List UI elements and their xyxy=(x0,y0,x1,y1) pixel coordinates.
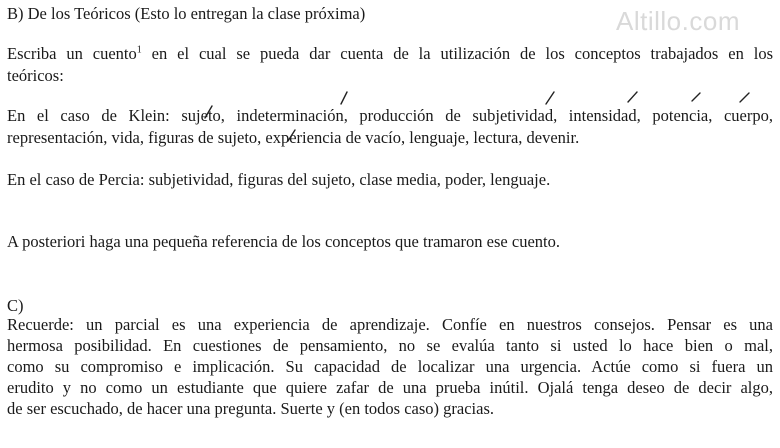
percia-concepts: En el caso de Percia: subjetividad, figuras del sujeto, clase media, poder, lenguaje. xyxy=(7,170,551,189)
footnote-marker: 1 xyxy=(136,44,142,56)
tick-mark xyxy=(692,93,700,101)
section-c-heading: C) xyxy=(7,296,24,315)
section-c-line-2: hermosa posibilidad. En cuestiones de pensamiento, no se evalúa tanto si usted lo hace bien o mal, xyxy=(7,336,773,355)
instruction-text-start: Escriba un cuento xyxy=(7,44,137,63)
klein-concepts-line-2: representación, vida, figuras de sujeto, experiencia de vacío, lenguaje, lectura, devenir. xyxy=(7,128,580,147)
instruction-text-end: en el cual se pueda dar cuenta de la utilización de los conceptos trabajados en los xyxy=(141,44,773,63)
section-c-line-1: Recuerde: un parcial es una experiencia de aprendizaje. Confíe en nuestros consejos. Pensar es una xyxy=(7,315,773,334)
tick-mark xyxy=(341,92,347,104)
tick-mark xyxy=(546,92,554,104)
section-c-line-5: de ser escuchado, de hacer una pregunta. Suerte y (en todos caso) gracias. xyxy=(7,399,494,418)
aposteriori-instruction: A posteriori haga una pequeña referencia de los conceptos que tramaron ese cuento. xyxy=(7,232,560,251)
section-b-heading: B) De los Teóricos (Esto lo entregan la clase próxima) xyxy=(7,4,366,23)
section-c-line-4: erudito y no como un estudiante que quiere zafar de una prueba inútil. Ojalá tenga deseo de decir algo, xyxy=(7,378,773,397)
watermark: Altillo.com xyxy=(616,6,740,36)
klein-concepts-line-1: En el caso de Klein: sujeto, indeterminación, producción de subjetividad, intensidad, potencia, cuerpo, xyxy=(7,106,773,125)
instruction-line-1 xyxy=(7,44,773,64)
instruction-line-2: teóricos: xyxy=(7,66,64,85)
tick-mark xyxy=(628,92,637,102)
tick-mark xyxy=(740,93,749,102)
section-c-line-3: como su compromiso e implicación. Su capacidad de localizar una urgencia. Actúe como si fuera un xyxy=(7,357,773,376)
